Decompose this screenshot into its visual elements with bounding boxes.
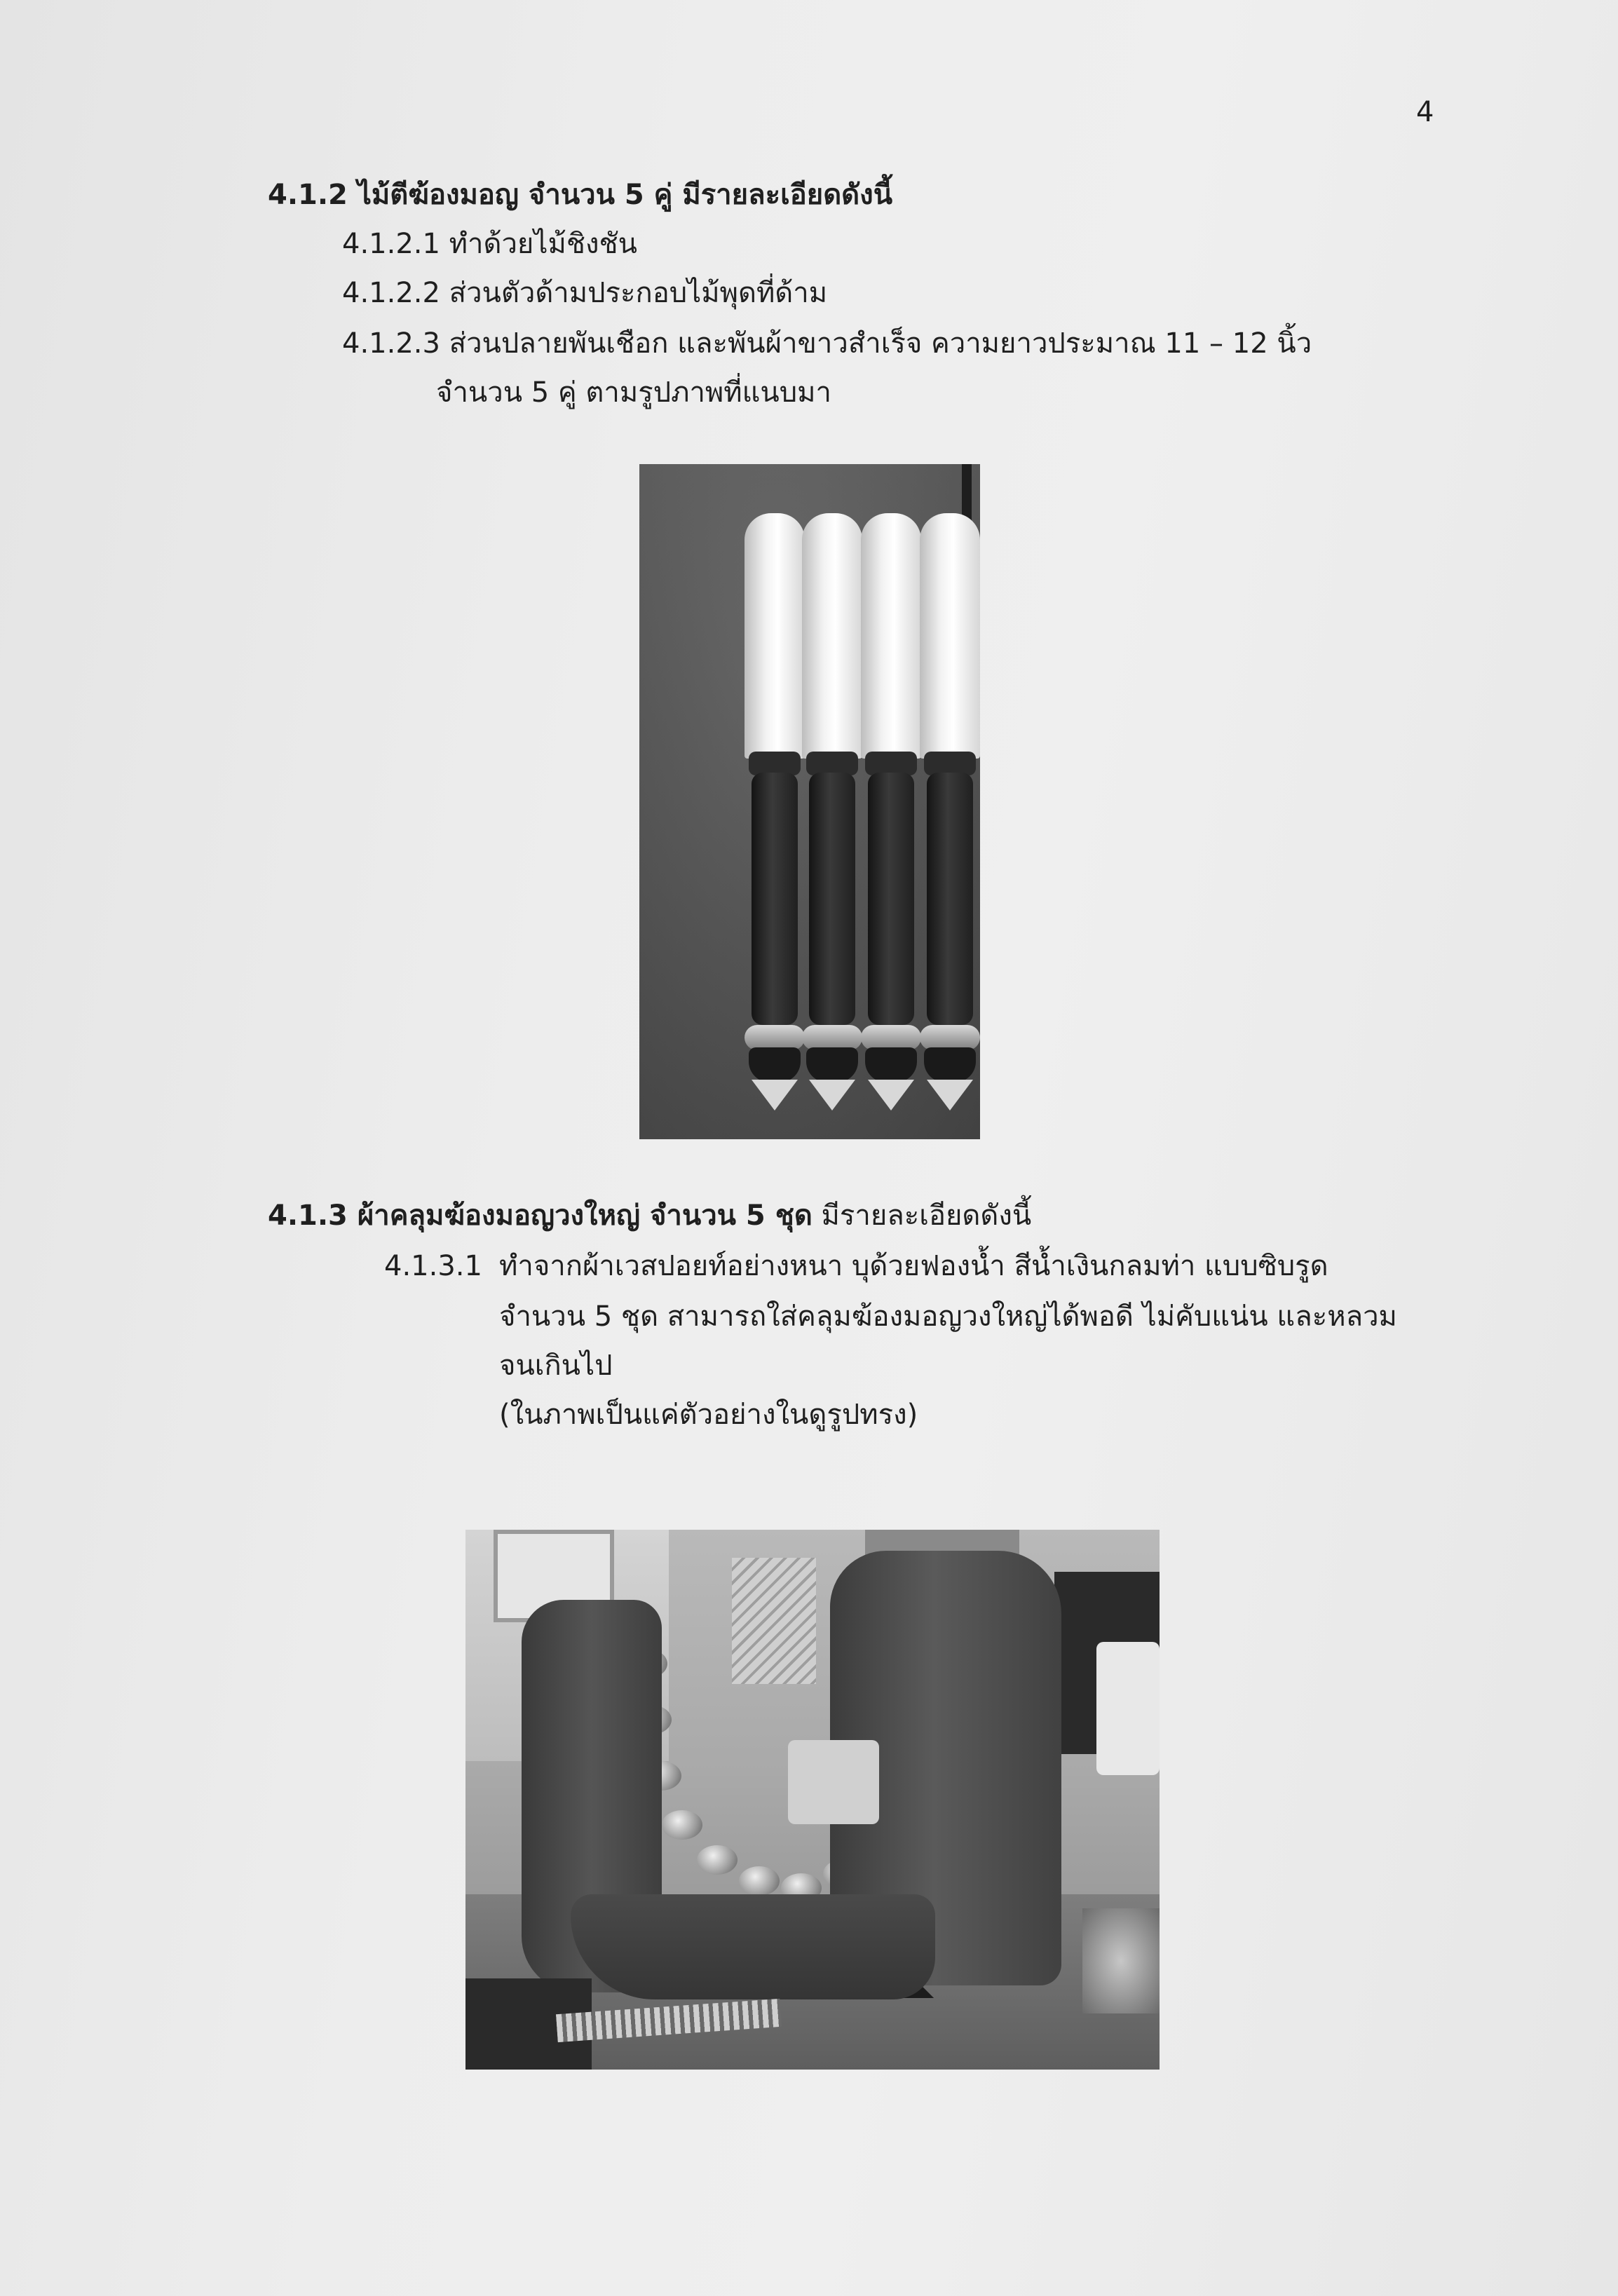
- item-4131-note: (ในภาพเป็นแค่ตัวอย่างในดูรูปทรง): [499, 1399, 918, 1431]
- item-4123: 4.1.2.3 ส่วนปลายพันเชือก และพันผ้าขาวสำเร็จ ความยาวประมาณ 11 – 12 นิ้ว: [342, 327, 1312, 360]
- item-4121: 4.1.2.1 ทำด้วยไม้ชิงชัน: [342, 228, 638, 260]
- mallet: [745, 513, 805, 1130]
- gong-cover-photo: [465, 1530, 1160, 2070]
- mallet: [920, 513, 980, 1130]
- small-drum: [788, 1740, 879, 1824]
- gong: [739, 1866, 780, 1896]
- item-4122: 4.1.2.2 ส่วนตัวด้ามประกอบไม้พุดที่ด้าม: [342, 277, 828, 309]
- white-drum: [1096, 1642, 1160, 1775]
- item-4131-line-3: จนเกินไป: [499, 1350, 613, 1382]
- section-412-heading: 4.1.2 ไม้ตีฆ้องมอญ จำนวน 5 คู่ มีรายละเอียดดังนี้: [268, 179, 893, 211]
- section-413-heading: [268, 1197, 1031, 1234]
- mallets-photo: [639, 464, 980, 1139]
- item-4131-line-2: จำนวน 5 ชุด สามารถใส่คลุมฆ้องมอญวงใหญ่ได้พอดี ไม่คับแน่น และหลวม: [499, 1300, 1397, 1333]
- item-4131-line-1: ทำจากผ้าเวสปอยท์อย่างหนา บุด้วยฟองน้ำ สีน้ำเงินกลมท่า แบบซิบรูด: [499, 1250, 1328, 1282]
- gong: [662, 1810, 702, 1840]
- page-number: 4: [1416, 96, 1434, 128]
- section-413-heading-bold: 4.1.3 ผ้าคลุมฆ้องมอญวงใหญ่ จำนวน 5 ชุด: [268, 1200, 813, 1232]
- mallet: [802, 513, 862, 1130]
- item-4123-continuation: จำนวน 5 คู่ ตามรูปภาพที่แนบมา: [436, 376, 831, 409]
- mallet: [861, 513, 921, 1130]
- item-4131-number: 4.1.3.1: [384, 1250, 482, 1282]
- section-413-heading-rest: มีรายละเอียดดังนี้: [821, 1200, 1032, 1232]
- gong: [697, 1845, 737, 1875]
- side-drum: [1082, 1908, 1160, 2013]
- cover-bottom: [571, 1894, 935, 1999]
